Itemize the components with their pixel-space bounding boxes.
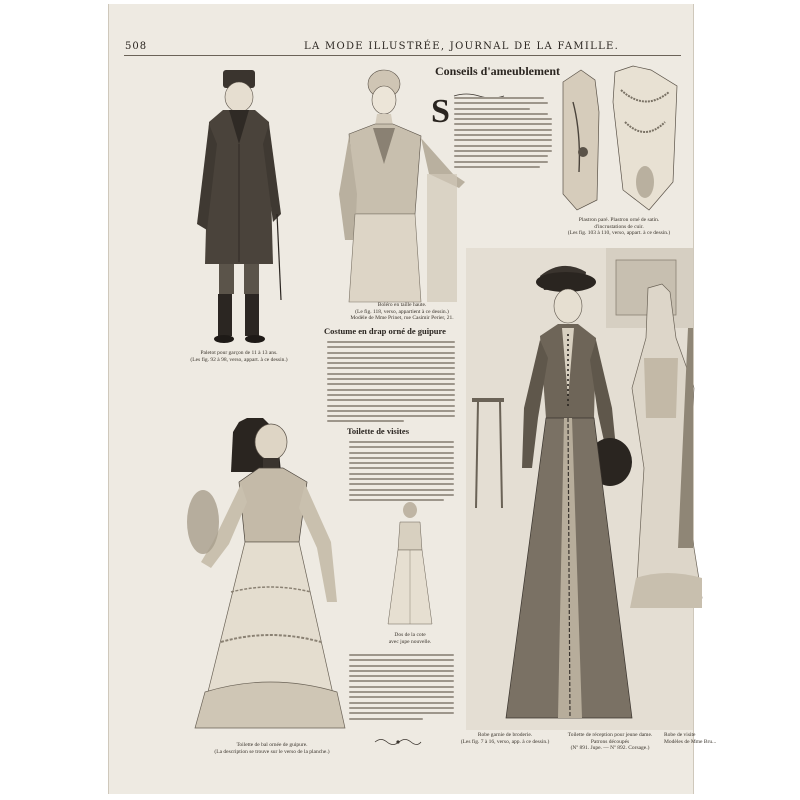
ball-gown-illustration <box>181 392 359 736</box>
visit-paragraph-top <box>349 441 454 505</box>
section-title-visit: Toilette de visites <box>347 426 410 436</box>
caption-paletot: Paletot pour garçon de 11 à 13 ans. (Les fig. 92 à 98, verso, appart. à ce dessin.) <box>190 350 288 363</box>
caption-visit-right: Robe de visite Modèles de Mme Bru... <box>664 732 717 745</box>
salon-scene-illustration <box>466 248 693 730</box>
caption-bolero: Boléro en taille haute. (Le fig. 118, verso, appartient à ce dessin.) Modèle de Mme Prinet, rue Casimir Perier, 21. <box>350 302 454 322</box>
plastrons-illustration <box>555 62 685 217</box>
bottom-ornament <box>375 732 421 742</box>
caption-dos: Dos de la cote avec jupe nouvelle. <box>388 632 432 645</box>
caption-reception: Toilette de réception pour jeune dame. Patrons découpés (Nº 891. Jupe. — Nº 892. Corsage.) <box>567 732 653 752</box>
furnishing-paragraph <box>454 97 552 171</box>
header-rule <box>124 55 681 56</box>
back-view-illustration <box>384 500 436 628</box>
section-title-costume: Costume en drap orné de guipure <box>324 326 446 336</box>
visit-paragraph-bottom <box>349 654 454 723</box>
drop-cap: S <box>431 93 450 130</box>
title-ornament <box>454 84 504 90</box>
caption-robe-brodee: Robe garnie de broderie. (Les fig. 7 à 16, verso, app. à ce dessin.) <box>460 732 550 745</box>
caption-plastrons: Plastron paré. Plastron orné de satin. d'incrustations de cuir. (Les fig. 103 à 110, verso, appart. à ce dessin.) <box>567 217 671 237</box>
boy-coat-illustration <box>189 64 289 346</box>
page-number: 508 <box>125 41 148 52</box>
journal-title: LA MODE ILLUSTRÉE, JOURNAL DE LA FAMILLE. <box>304 41 620 52</box>
caption-ball: Toilette de bal ornée de guipure. (La description se trouve sur le verso de la planche.) <box>214 742 330 755</box>
magazine-page <box>109 4 717 794</box>
section-title-furnishing: Conseils d'ameublement <box>435 64 561 78</box>
